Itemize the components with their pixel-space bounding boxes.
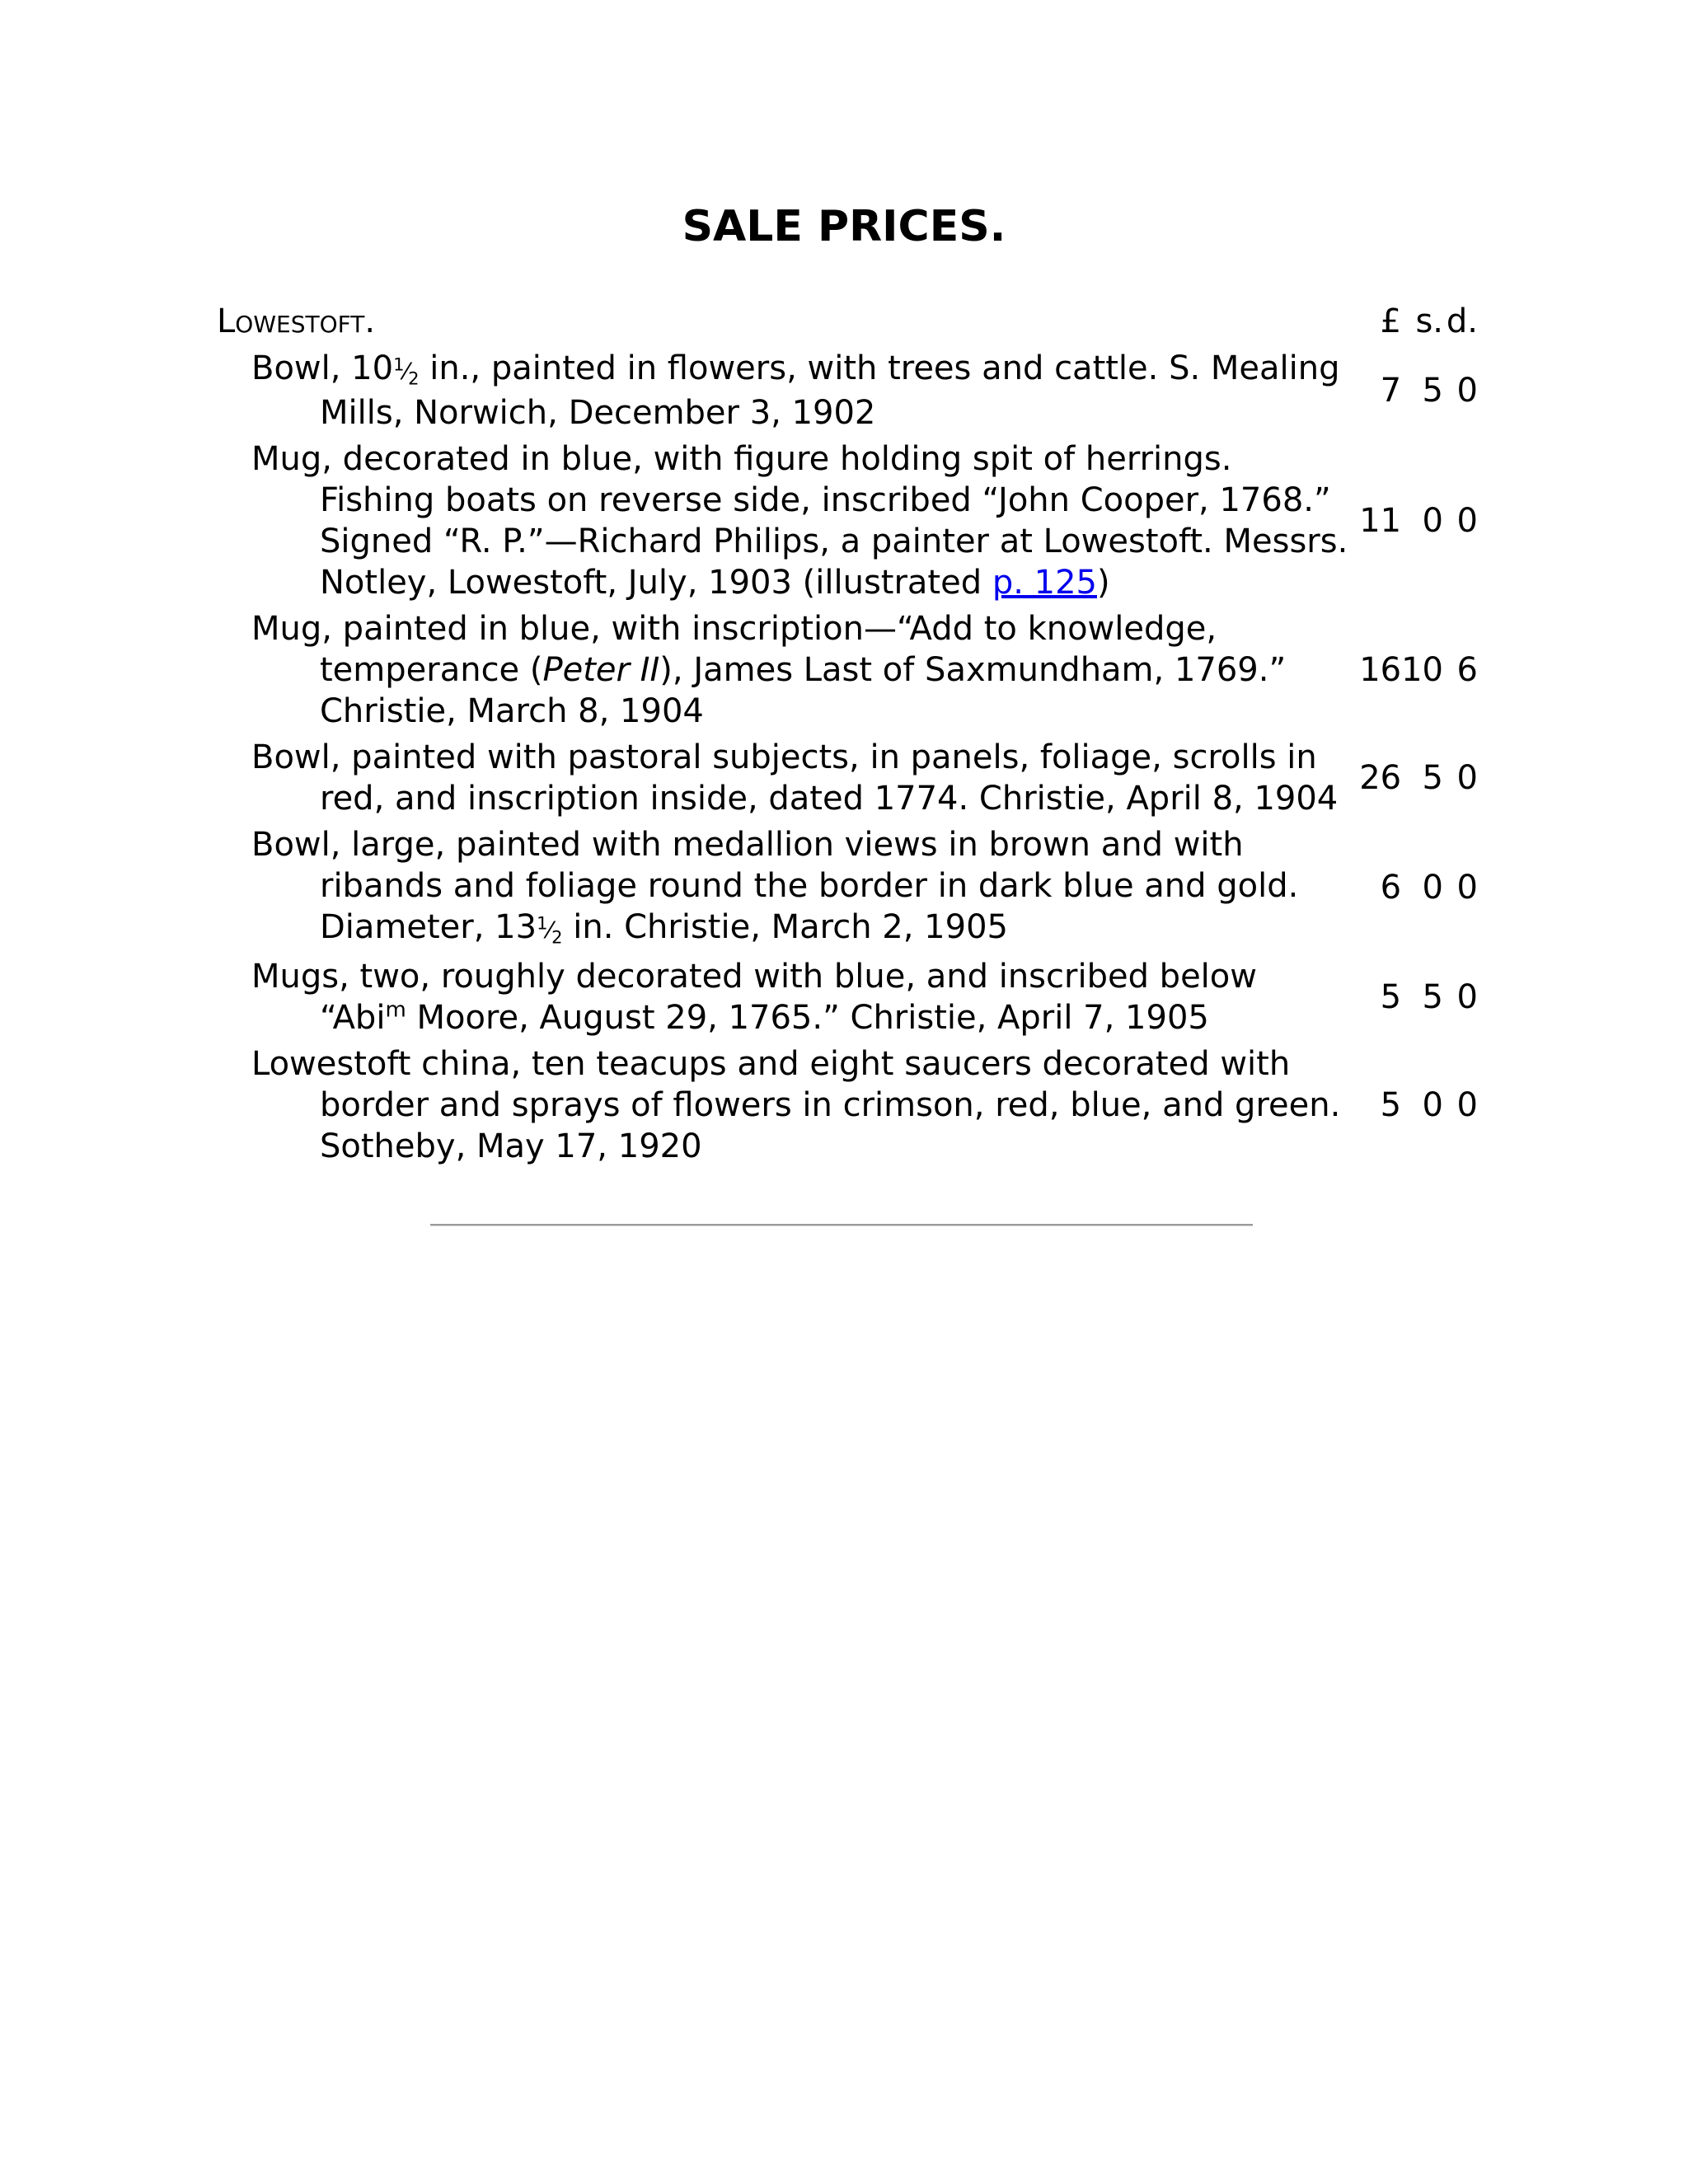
price-pound: 5 [1380,1086,1402,1124]
price-shillings: 10 [1401,651,1443,689]
description-text: in., painted in flowers, with trees and cattle. S. Mealing Mills, Norwich, December 3, 1902 [320,349,1340,432]
header-pound: £ [1380,302,1402,340]
item-description [217,822,1353,954]
price-pence: 0 [1456,869,1478,907]
fraction-denominator: 2 [551,927,563,948]
item-description [217,436,1353,606]
price-pence: 0 [1456,502,1478,540]
price-shillings: 5 [1422,978,1443,1016]
page-title: SALE PRICES. [682,202,1006,251]
price-pound: 26 [1359,759,1402,797]
price-pound: 7 [1380,372,1402,410]
table-row [217,734,1478,822]
header-pence: d. [1446,302,1478,340]
item-description [217,345,1353,436]
page-link[interactable]: p. 125 [992,564,1097,602]
fraction-numerator: 1 [393,354,405,375]
price-pence: 0 [1456,978,1478,1016]
fraction [537,913,563,948]
description-text: Moore, August 29, 1765.” Christie, April 7, 1905 [406,999,1209,1037]
header-shillings: s. [1415,302,1443,340]
italic-text: Peter II [542,651,660,689]
price-shillings: 5 [1422,372,1443,410]
table-row [217,1041,1478,1169]
item-description: Lowestoft china, ten teacups and eight saucers decorated with border and sprays of flowers in crimson, red, blue, and green. Sotheby, May 17, 1920 [251,1045,1341,1165]
description-text: Bowl, large, painted with medallion views in brown and with ribands and foliage round the border in dark blue and gold. Diameter, 13 [251,826,1299,946]
table-header-row [217,301,1478,345]
description-text: Mug, painted in blue, with inscription—“Add to knowledge, temperance ( [251,610,1217,689]
description-text: ) [1097,564,1110,602]
description-text: ), James Last of Saxmundham, 1769.” Christie, March 8, 1904 [320,651,1287,730]
table-row [217,954,1478,1041]
price-shillings: 5 [1422,759,1443,797]
table-row [217,606,1478,734]
item-description [217,954,1353,1041]
table-row [217,822,1478,954]
price-pound: 6 [1380,869,1402,907]
item-description: Bowl, painted with pastoral subjects, in panels, foliage, scrolls in red, and inscription inside, dated 1774. Christie, April 8, 1904 [251,738,1339,818]
price-pence: 0 [1456,1086,1478,1124]
description-text: Mugs, two, roughly decorated with blue, and inscribed below “Abi [251,958,1257,1037]
price-shillings: 0 [1422,1086,1443,1124]
fraction-denominator: 2 [408,368,420,389]
fraction-slash: ⁄ [404,358,409,385]
price-pound: 11 [1359,502,1402,540]
price-pence: 6 [1456,651,1478,689]
price-pence: 0 [1456,759,1478,797]
section-divider [430,1224,1253,1226]
price-pence: 0 [1456,372,1478,410]
price-pound: 5 [1380,978,1402,1016]
description-text: Bowl, 10 [251,349,394,387]
description-text: Mug, decorated in blue, with figure holding spit of herrings. Fishing boats on reverse side, inscribed “John Cooper, 1768.” Signed “R. P.”—Richard Philips, a painter at Lowestoft. Messrs. Notley, Lowestoft, July, 1903 (illustrated [251,440,1348,602]
table-row [217,345,1478,436]
price-shillings: 0 [1422,869,1443,907]
price-shillings: 0 [1422,502,1443,540]
section-title: Lowestoft. [217,302,376,340]
sale-prices-table [217,301,1478,1169]
fraction [393,354,420,389]
description-text: in. Christie, March 2, 1905 [562,908,1008,946]
table-row [217,436,1478,606]
superscript-abbreviation: m [385,997,406,1023]
fraction-slash: ⁄ [547,916,552,944]
fraction-numerator: 1 [537,913,548,934]
price-pound: 16 [1359,651,1402,689]
item-description [217,606,1353,734]
